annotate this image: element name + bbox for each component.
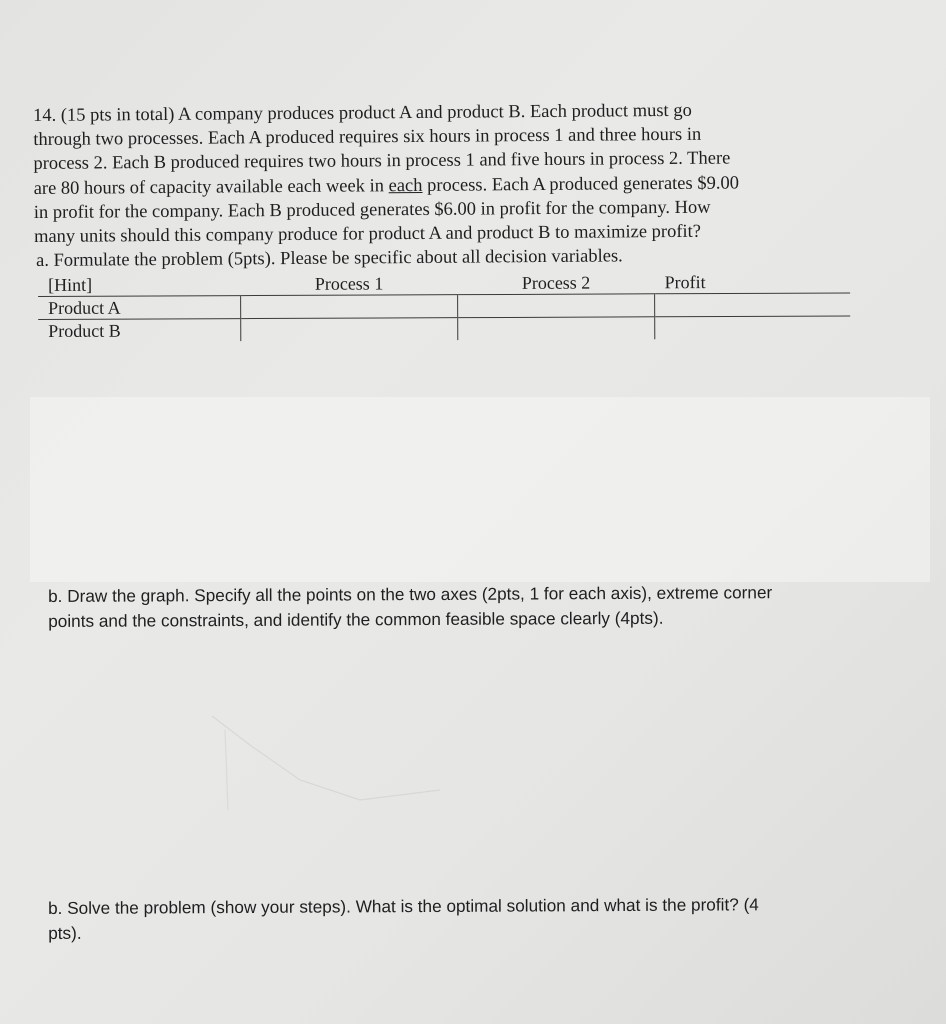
part-b-line-1: b. Draw the graph. Specify all the points on the two axes (2pts, 1 for each axis), extreme corner (48, 582, 773, 606)
question-text (33, 98, 854, 250)
table-cell-product-b: Product B (48, 320, 121, 341)
part-c-line-1: b. Solve the problem (show your steps). What is the optimal solution and what is the profit? (4 (48, 894, 759, 918)
part-b-line-2: points and the constraints, and identify the common feasible space clearly (4pts). (48, 607, 664, 631)
part-b-prompt (48, 580, 868, 634)
erased-area (30, 397, 930, 582)
table-header-process-2: Process 2 (457, 271, 654, 294)
table-row (38, 316, 850, 342)
question-line-3: process 2. Each B produced requires two hours in process 1 and five hours in process 2. There (33, 148, 731, 175)
hint-table-container (38, 270, 850, 342)
table-header-process-1: Process 1 (240, 272, 457, 295)
hint-table (38, 270, 850, 342)
part-c-line-2: pts). (48, 922, 82, 943)
underlined-each: each (388, 175, 423, 196)
table-cell-b-process-2 (458, 317, 655, 340)
question-line-4-start: are 80 hours of capacity available each week in (33, 175, 389, 199)
question-line-6: many units should this company produce for product A and product B to maximize profit? (33, 221, 702, 248)
table-header-profit: Profit (654, 270, 850, 293)
table-cell-a-profit (655, 293, 851, 317)
question-line-4-end: process. Each A produced generates $9.00 (422, 173, 740, 196)
table-cell-a-process-1 (241, 295, 458, 319)
table-header-hint: [Hint] (38, 273, 241, 296)
table-cell-product-a: Product A (38, 296, 241, 320)
table-cell-b-process-1 (241, 318, 458, 341)
table-cell-b-profit (655, 316, 851, 339)
question-line-1: 14. (15 pts in total) A company produces product A and product B. Each product must go (33, 100, 692, 126)
part-a-prompt: a. Formulate the problem (5pts). Please be specific about all decision variables. (36, 246, 623, 271)
question-line-5: in profit for the company. Each B produced generates $6.00 in profit for the company. How (33, 197, 711, 223)
question-line-2: through two processes. Each A produced requires six hours in process 1 and three hours in (33, 124, 702, 151)
table-cell-a-process-2 (458, 294, 655, 318)
part-c-prompt (48, 892, 868, 946)
